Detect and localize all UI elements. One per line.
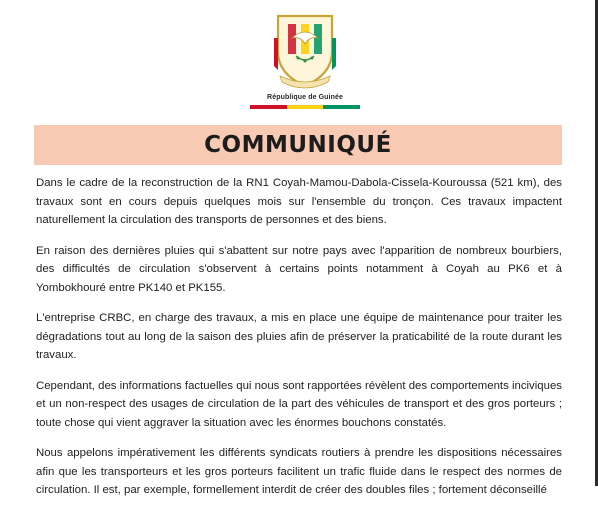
paragraph: En raison des dernières pluies qui s'abattent sur notre pays avec l'apparition de nombreux bourbiers, des difficultés de circulation s'observent à certains points notamment à Coyah au PK6 et à Yombokhouré entre PK140 et PK155. bbox=[36, 244, 562, 294]
paragraph: Nous appelons impérativement les différents syndicats routiers à prendre les dispositions nécessaires afin que les transporteurs et les gros porteurs facilitent un trafic fluide dans le respect des normes de circulation. Il est, par exemple, formellement interdit de créer des doubles files ; fortement déconseillé bbox=[36, 447, 562, 496]
document-title: COMMUNIQUÉ bbox=[204, 132, 392, 158]
paragraph: Dans le cadre de la reconstruction de la RN1 Coyah-Mamou-Dabola-Cissela-Kouroussa (521 km), des travaux sont en cours depuis quelques mois sur l'ensemble du tronçon. Ces travaux impactent naturellement la circulation des transports de personnes et des biens. bbox=[36, 177, 562, 226]
paragraph: Cependant, des informations factuelles qui nous sont rapportées révèlent des comportements inciviques et un non-respect des usages de circulation de la part des véhicules de transport et des gros porteurs ; toute chose qui vient aggraver la situation avec les énormes bouchons constatés. bbox=[36, 379, 562, 429]
flag-red-stripe bbox=[250, 105, 287, 109]
document-body bbox=[36, 174, 562, 512]
header-emblem bbox=[250, 8, 360, 108]
flag-yellow-stripe bbox=[287, 105, 324, 109]
title-banner bbox=[34, 125, 562, 165]
coat-of-arms-icon bbox=[268, 8, 342, 92]
flag-color-bar bbox=[250, 105, 360, 109]
paragraph: L'entreprise CRBC, en charge des travaux, a mis en place une équipe de maintenance pour traiter les dégradations tout au long de la saison des pluies afin de préserver la praticabilité de la route durant les travaux. bbox=[36, 312, 562, 361]
flag-green-stripe bbox=[323, 105, 360, 109]
country-name: République de Guinée bbox=[267, 94, 343, 101]
